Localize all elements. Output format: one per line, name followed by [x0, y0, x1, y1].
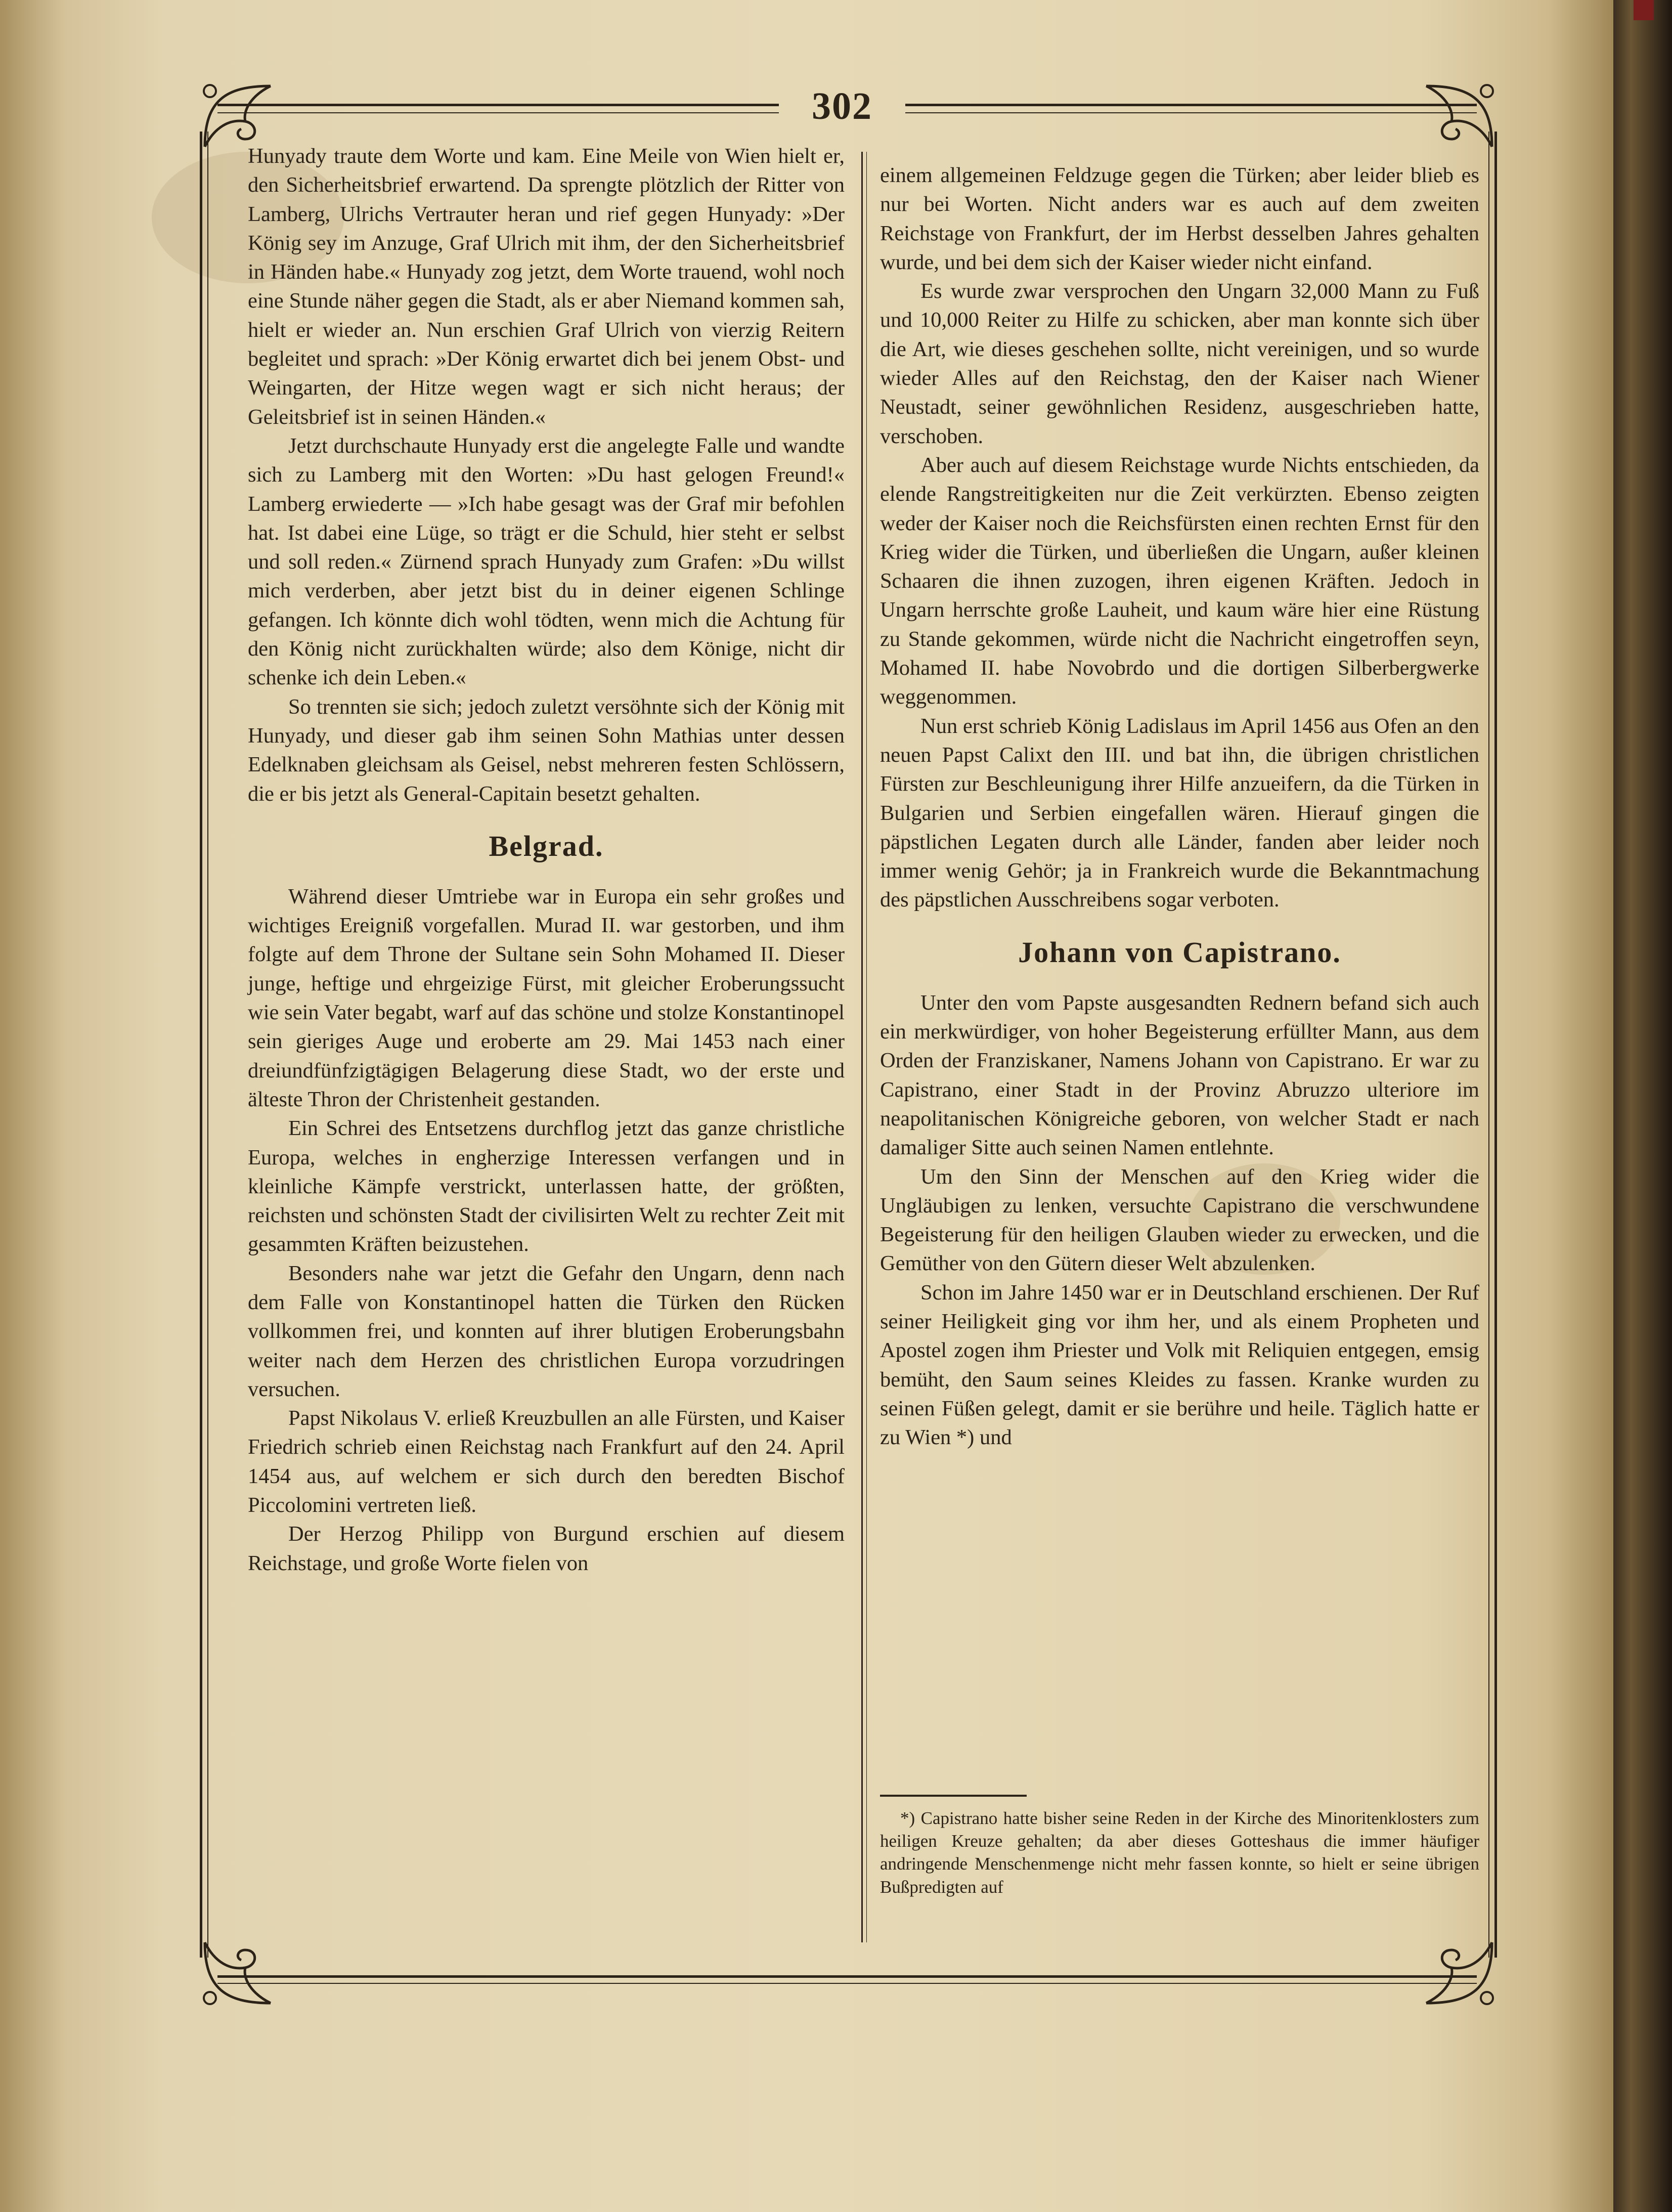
paragraph: Es wurde zwar versprochen den Ungarn 32,000 Mann zu Fuß und 10,000 Reiter zu Hilfe zu schicken, aber man konnte sich über die Art, wie dieses geschehen sollte, nicht vereinigen, und so wurde wieder Alles auf den Reichstag, den der Kaiser nach Wiener Neustadt, seiner gewöhnlichen Residenz, ausgeschrieben hatte, verschoben.	[880, 279, 1479, 448]
paragraph: Der Herzog Philipp von Burgund erschien auf diesem Reichstage, und große Worte fielen von	[248, 1522, 845, 1575]
book-spine-edge	[1613, 0, 1672, 2212]
paragraph: Nun erst schrieb König Ladislaus im April 1456 aus Ofen an den neuen Papst Calixt den III. und bat ihn, die übrigen christlichen Fürsten zur Beschleunigung ihrer Hilfe anzueifern, da die Türken in Bulgarien und Serbien eingefallen wären. Hierauf gingen die päpstlichen Legaten durch alle Länder, fanden aber leider noch immer wenig Gehör; ja in Frankreich wurde die Bekanntmachung des päpstlichen Ausschreibens sogar verboten.	[880, 714, 1479, 912]
paragraph: Aber auch auf diesem Reichstage wurde Nichts entschieden, da elende Rangstreitigkeiten nur die Zeit verkürzten. Ebenso zeigten weder der Kaiser noch die Reichsfürsten einen rechten Ernst für den Krieg wider die Türken, und überließen die Ungarn, außer kleinen Schaaren die ihnen zuzogen, ihren eigenen Kräften. Jedoch in Ungarn herrschte große Lauheit, und kaum wäre hier eine Rüstung zu Stande gekommen, würde nicht die Nachricht eingetroffen seyn, Mohamed II. habe Novobrdo und die dortigen Silberbergwerke weggenommen.	[880, 453, 1479, 709]
footnote-text: *) Capistrano hatte bisher seine Reden in der Kirche des Minoritenklosters zum heiligen Kreuze gehalten; da aber dieses Gotteshaus die immer häufiger andringende Menschenmenge nicht mehr fassen konnte, so hielt er seine übrigen Bußpredigten auf	[880, 1808, 1479, 1897]
paragraph: Hunyady traute dem Worte und kam. Eine Meile von Wien hielt er, den Sicherheitsbrief erwartend. Da sprengte plötzlich der Ritter von Lamberg, Ulrichs Vertrauter heran und rief gegen Hunyady: »Der König sey im Anzuge, Graf Ulrich mit ihm, der den Sicherheitsbrief in Händen habe.« Hunyady zog jetzt, dem Worte trauend, wohl noch eine Stunde näher gegen die Stadt, als er aber Niemand kommen sah, hielt er wieder an. Nun erschien Graf Ulrich von vierzig Reitern begleitet und sprach: »Der König erwartet dich bei jenem Obst- und Weingarten, der Hitze wegen wagt er sich nicht heraus; der Geleitsbrief ist in seinen Händen.«	[248, 144, 845, 429]
paragraph: Besonders nahe war jetzt die Gefahr den Ungarn, denn nach dem Falle von Konstantinopel hatten die Türken den Rücken vollkommen frei, und konnten auf ihrer blutigen Eroberungsbahn weiter nach dem Herzen des christlichen Europa vorzudringen versuchen.	[248, 1261, 845, 1401]
left-column	[248, 142, 845, 1578]
page-number: 302	[812, 85, 872, 127]
footnote-divider	[880, 1795, 1027, 1797]
paragraph: Jetzt durchschaute Hunyady erst die angelegte Falle und wandte sich zu Lamberg mit den Worten: »Du hast gelogen Freund!« Lamberg erwiederte — »Ich habe gesagt was der Graf mir befohlen hat. Ist dabei eine Lüge, so trägt er die Schuld, hier steht er selbst und soll reden.« Zürnend sprach Hunyady zum Grafen: »Du willst mich verderben, aber jetzt bist du in deiner eigenen Schlinge gefangen. Ich könnte dich wohl tödten, wenn mich die Achtung für den König nicht zurückhalten würde; also dem Könige, nicht dir schenke ich dein Leben.«	[248, 433, 845, 690]
section-heading-belgrad: Belgrad.	[489, 829, 604, 862]
paragraph: Schon im Jahre 1450 war er in Deutschland erschienen. Der Ruf seiner Heiligkeit ging vor ihm her, und als einem Propheten und Apostel zogen ihm Priester und Volk mit Reliquien entgegen, emsig bemüht, den Saum seines Kleides zu fassen. Kranke wurden zu seinen Füßen gelegt, damit er sie berühre und heile. Täglich hatte er zu Wien *) und	[880, 1280, 1479, 1450]
paragraph: Während dieser Umtriebe war in Europa ein sehr großes und wichtiges Ereigniß vorgefallen. Murad II. war gestorben, und ihm folgte auf dem Throne der Sultane sein Sohn Mohamed II. Dieser junge, heftige und ehrgeizige Fürst, mit gleicher Eroberungssucht wie sein Vater begabt, warf auf das schöne und stolze Konstantinopel sein gieriges Auge und eroberte am 29. Mai 1453 nach einer dreiundfünfzigtägigen Belagerung diese Stadt, wo der erste und älteste Thron der Christenheit gestanden.	[248, 884, 845, 1111]
paragraph: So trennten sie sich; jedoch zuletzt versöhnte sich der König mit Hunyady, und dieser gab ihm seinen Sohn Mathias unter dessen Edelknaben gleichsam als Geisel, nebst mehreren festen Schlössern, die er bis jetzt als General-Capitain besetzt gehalten.	[248, 695, 845, 806]
corner-ornament-icon	[195, 1932, 281, 2018]
right-column	[880, 161, 1479, 1452]
paragraph: Um den Sinn der Menschen auf den Krieg wider die Ungläubigen zu lenken, versuchte Capistrano die verschwundene Begeisterung für den heiligen Glauben wieder zu erwecken, und die Gemüther von den Gütern dieser Welt abzulenken.	[880, 1164, 1479, 1276]
paragraph: Ein Schrei des Entsetzens durchflog jetzt das ganze christliche Europa, welches in engherzige Interessen verfangen und in kleinliche Kämpfe verstrickt, unterlassen hatte, der größten, reichsten und schönsten Stadt der civilisirten Welt zu rechter Zeit mit gesammten Kräften beizustehen.	[248, 1116, 845, 1256]
corner-ornament-icon	[1416, 71, 1502, 157]
paragraph: Unter den vom Papste ausgesandten Rednern befand sich auch ein merkwürdiger, von hoher Begeisterung erfüllter Mann, aus dem Orden der Franziskaner, Namens Johann von Capistrano. Er war zu Capistrano, einer Stadt in der Provinz Abruzzo ulteriore im neapolitanischen Königreiche geboren, von welcher Stadt er nach damaliger Sitte auch seinen Namen entlehnte.	[880, 990, 1479, 1160]
paragraph: einem allgemeinen Feldzuge gegen die Türken; aber leider blieb es nur bei Worten. Nicht anders war es auch auf dem zweiten Reichstage von Frankfurt, der im Herbst desselben Jahres gehalten wurde, und bei dem sich der Kaiser wieder nicht einfand.	[880, 163, 1479, 274]
section-heading-capistrano: Johann von Capistrano.	[1018, 935, 1341, 969]
paragraph: Papst Nikolaus V. erließ Kreuzbullen an alle Fürsten, und Kaiser Friedrich schrieb einen Reichstag nach Frankfurt auf den 24. April 1454 aus, auf welchem er sich durch den beredten Bischof Piccolomini vertreten ließ.	[248, 1406, 845, 1517]
red-bookmark-tab	[1634, 0, 1654, 20]
footnote	[880, 1807, 1479, 1898]
corner-ornament-icon	[1416, 1932, 1502, 2018]
